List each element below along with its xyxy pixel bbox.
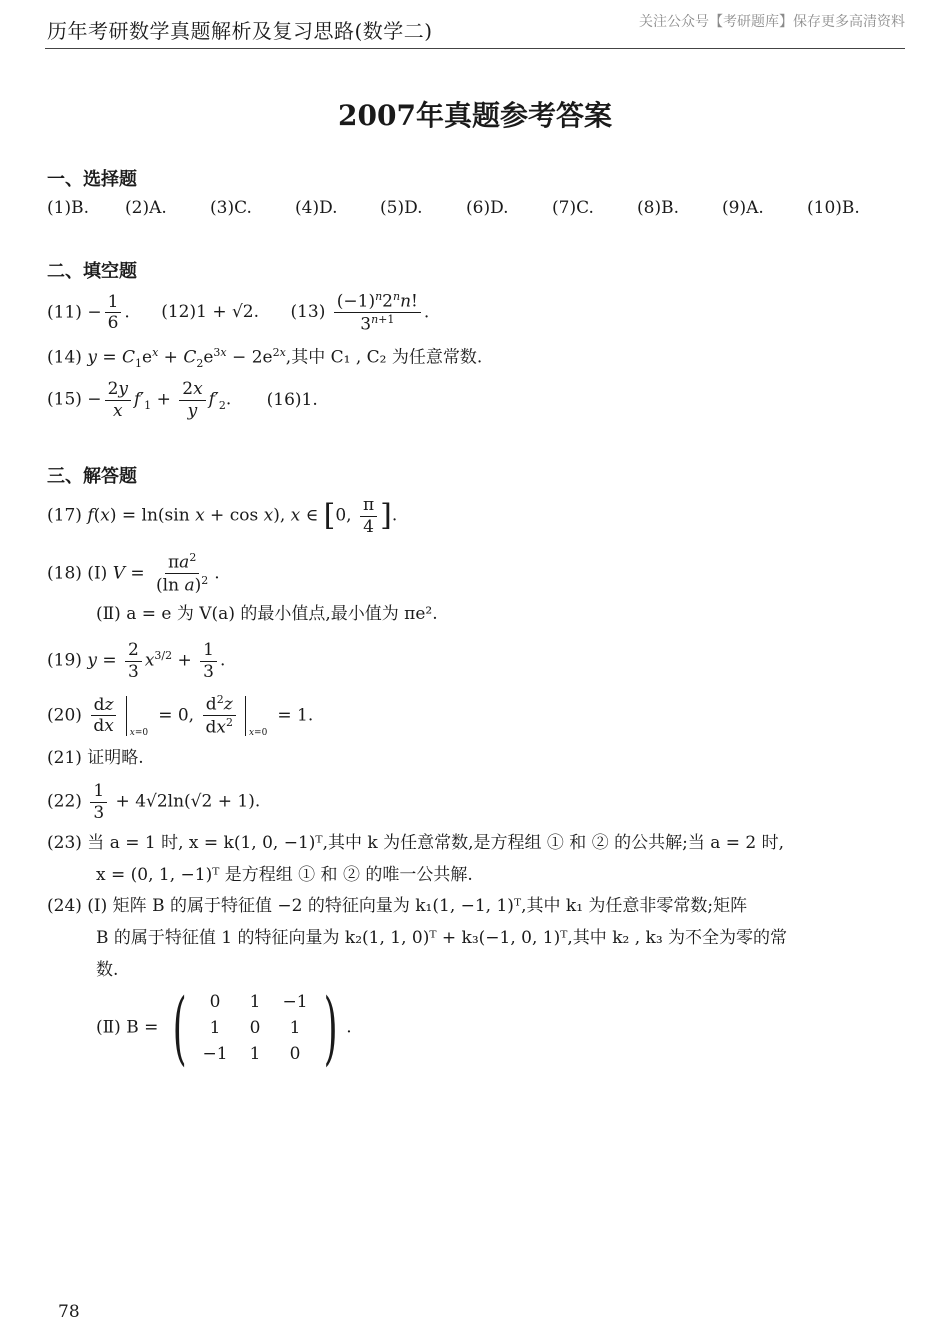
choice-answer: (5)D.	[380, 198, 423, 218]
q22-label: (22)	[47, 791, 82, 812]
q16-answer: (16)1.	[266, 389, 318, 410]
section-fill-heading: 二、填空题	[47, 261, 137, 282]
q11-fraction	[105, 293, 122, 333]
answer-17: (17) f(x) = ln(sin x + cos x), x ∈ [0, $\frac{\pi}{4}$ ].	[47, 495, 398, 537]
matrix-b: ( 0 1 −1 1 0 1 −1 1 0 )	[172, 981, 338, 1074]
q18-label: (18)	[47, 563, 82, 584]
matrix-cell: −1	[202, 1043, 228, 1064]
q11-sign: −	[87, 302, 102, 323]
answer-22: (22) $\frac{1}{3}$ + 4√2ln(√2 + 1).	[47, 781, 261, 823]
header-rule	[45, 48, 905, 49]
choice-answer: (6)D.	[466, 198, 509, 218]
matrix-cell: 0	[249, 1017, 261, 1038]
page-number: 78	[58, 1302, 80, 1322]
q17-label: (17)	[47, 505, 82, 526]
matrix-cell: 1	[289, 1017, 301, 1038]
q12-answer: (12)1 + √2.	[161, 302, 260, 323]
answer-23-line2: x = (0, 1, −1)ᵀ 是方程组 ① 和 ② 的唯一公共解.	[96, 865, 473, 885]
choice-answer: (9)A.	[722, 198, 764, 218]
choice-answer: (7)C.	[552, 198, 594, 218]
book-title: 历年考研数学真题解析及复习思路(数学二)	[47, 19, 433, 43]
choice-answer: (8)B.	[637, 198, 679, 218]
answer-23-line1: (23) 当 a = 1 时, x = k(1, 0, −1)ᵀ,其中 k 为任意常数,是方程组 ① 和 ② 的公共解;当 a = 2 时,	[47, 833, 785, 853]
choice-answer: (1)B.	[47, 198, 89, 218]
watermark: 关注公众号【考研题库】保存更多高清资料	[639, 14, 905, 30]
answer-15-16: (15) − $\frac{2y}{x}$ $f'_1$ + $\frac{2x}{y}$ $f'_2$. (16)1.	[47, 379, 318, 421]
answer-18-part1: (18) (Ⅰ) V = $\frac{\pi a^2}{(\ln a)^2}$ .	[47, 551, 220, 596]
matrix-cell: 0	[289, 1043, 301, 1064]
q15-label: (15)	[47, 389, 82, 410]
choice-answer: (4)D.	[295, 198, 338, 218]
matrix-cell: 1	[209, 1017, 221, 1038]
answer-11-13: (11) − $\frac{1}{6}$ . (12)1 + √2. (13) $\frac{(-1)^n2^nn!}{3^{n+1}}$ .	[47, 290, 430, 335]
answer-20: (20) $\frac{dz}{dx}$ x=0 = 0, $\frac{d^2z}{dx^2}$ x=0 = 1.	[47, 693, 314, 738]
choice-answer: (10)B.	[807, 198, 860, 218]
q24-part2-label: (Ⅱ) B =	[96, 1017, 159, 1038]
q11-label: (11)	[47, 302, 82, 323]
page-title: 2007年真题参考答案	[338, 99, 612, 132]
answer-14: (14) $y = C_1e^x + C_2e^{3x} - 2e^{2x}$,其中 C₁ , C₂ 为任意常数.	[47, 346, 483, 371]
q14-tail: ,其中 C₁ , C₂ 为任意常数.	[285, 347, 483, 368]
choice-answer: (3)C.	[210, 198, 252, 218]
matrix-cell: 0	[209, 991, 221, 1012]
q20-label: (20)	[47, 705, 82, 726]
section-choice-heading: 一、选择题	[47, 169, 137, 190]
q11-denominator: 6	[107, 313, 119, 334]
answer-18-part2: (Ⅱ) a = e 为 V(a) 的最小值点,最小值为 πe².	[96, 604, 438, 624]
answer-24-line2: B 的属于特征值 1 的特征向量为 k₂(1, 1, 0)ᵀ + k₃(−1, 0, 1)ᵀ,其中 k₂ , k₃ 为不全为零的常	[96, 928, 788, 948]
section-solve-heading: 三、解答题	[47, 466, 137, 487]
answer-21: (21) 证明略.	[47, 748, 144, 768]
q13-fraction: $\frac{(-1)^n2^nn!}{3^{n+1}}$	[334, 291, 421, 335]
matrix-cell: 1	[249, 1043, 261, 1064]
choice-answer: (2)A.	[125, 198, 167, 218]
matrix-cell: −1	[282, 991, 308, 1012]
matrix-cell: 1	[249, 991, 261, 1012]
q14-label: (14)	[47, 347, 82, 368]
q19-label: (19)	[47, 650, 82, 671]
q11-numerator: 1	[105, 293, 122, 314]
answer-19: (19) y = $\frac{2}{3}$ $x^{3/2}$ + $\frac{1}{3}$ .	[47, 640, 226, 682]
answer-24-line1: (24) (Ⅰ) 矩阵 B 的属于特征值 −2 的特征向量为 k₁(1, −1, 1)ᵀ,其中 k₁ 为任意非零常数;矩阵	[47, 896, 748, 916]
answer-24-line3: 数.	[96, 960, 119, 980]
answer-24-part2: (Ⅱ) B = ( 0 1 −1 1 0 1 −1 1 0 ) .	[96, 981, 352, 1074]
q13-label: (13)	[290, 302, 326, 323]
matrix-grid	[195, 991, 315, 1064]
